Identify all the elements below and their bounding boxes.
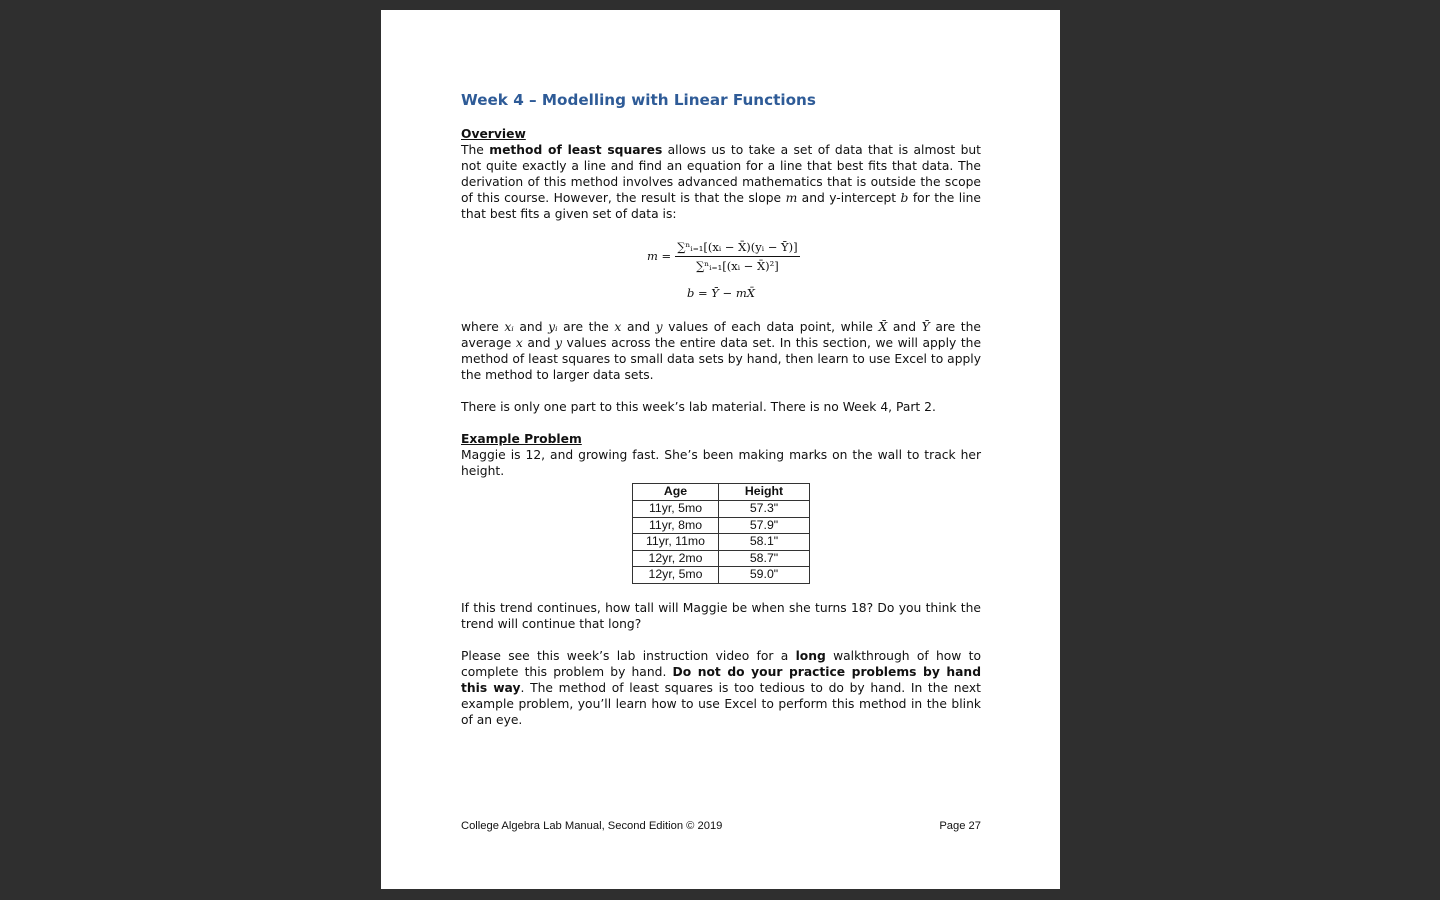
age-cell: 11yr, 5mo [633, 500, 719, 517]
video-note-paragraph: Please see this week’s lab instruction video for a long walkthrough of how to complete this problem by hand. Do not do your practice problems by hand this way. The method of least squares is too tedious to do by hand. In the next example problem, you’ll learn how to use Excel to perform this method in the blink of an eye. [461, 649, 981, 728]
page-footer [461, 820, 981, 832]
overview-heading: Overview [461, 127, 526, 141]
table-header-row [633, 484, 810, 501]
intercept-equation: b = Ȳ − mX̄ [687, 285, 755, 300]
height-cell: 57.3" [719, 500, 810, 517]
slope-equation: m = $\frac{\text{∑ⁿᵢ₌₁[(xᵢ − X̄)(yᵢ − Ȳ)]}}{\text{∑ⁿᵢ₌₁[(xᵢ − X̄)²]}}$ [647, 239, 798, 273]
slope-denominator: ∑ⁿᵢ₌₁[(xᵢ − X̄)²] [696, 258, 779, 273]
height-cell: 57.9" [719, 517, 810, 534]
page-title: Week 4 – Modelling with Linear Functions [461, 91, 816, 109]
height-cell: 58.7" [719, 550, 810, 567]
table-row [633, 534, 810, 551]
height-cell: 58.1" [719, 534, 810, 551]
page-number: Page 27 [939, 820, 981, 832]
table-row [633, 567, 810, 584]
example-question: If this trend continues, how tall will Maggie be when she turns 18? Do you think the trend will continue that long? [461, 600, 981, 631]
age-cell: 11yr, 8mo [633, 517, 719, 534]
age-cell: 12yr, 2mo [633, 550, 719, 567]
age-cell: 12yr, 5mo [633, 567, 719, 584]
page-content [461, 90, 981, 729]
equations [461, 223, 981, 319]
slope-numerator: ∑ⁿᵢ₌₁[(xᵢ − X̄)(yᵢ − Ȳ)] [675, 239, 799, 257]
header-height: Height [719, 484, 810, 501]
header-age: Age [633, 484, 719, 501]
height-table-wrapper [461, 483, 981, 584]
example-intro: Maggie is 12, and growing fast. She’s been making marks on the wall to track her height. [461, 448, 981, 479]
table-row [633, 500, 810, 517]
height-cell: 59.0" [719, 567, 810, 584]
footer-title: College Algebra Lab Manual, Second Edition © 2019 [461, 820, 723, 832]
overview-paragraph: The method of least squares allows us to take a set of data that is almost but not quite exactly a line and find an equation for a line that best fits that data. The derivation of this method involves advanced mathematics that is outside the scope of this course. However, the result is that the slope m and y-intercept b for the line that best fits a given set of data is: [461, 143, 982, 222]
table-row [633, 517, 810, 534]
age-cell: 11yr, 11mo [633, 534, 719, 551]
document-page [381, 10, 1060, 889]
table-row [633, 550, 810, 567]
definitions-paragraph: where xᵢ and yᵢ are the x and y values of each data point, while X̄ and Ȳ are the average x and y values across the entire data set. In this section, we will apply the method of least squares to small data sets by hand, then learn to use Excel to apply the method to larger data sets. [461, 319, 982, 382]
example-heading: Example Problem [461, 432, 582, 447]
one-part-note: There is only one part to this week’s lab material. There is no Week 4, Part 2. [461, 399, 936, 414]
height-table [632, 483, 810, 584]
